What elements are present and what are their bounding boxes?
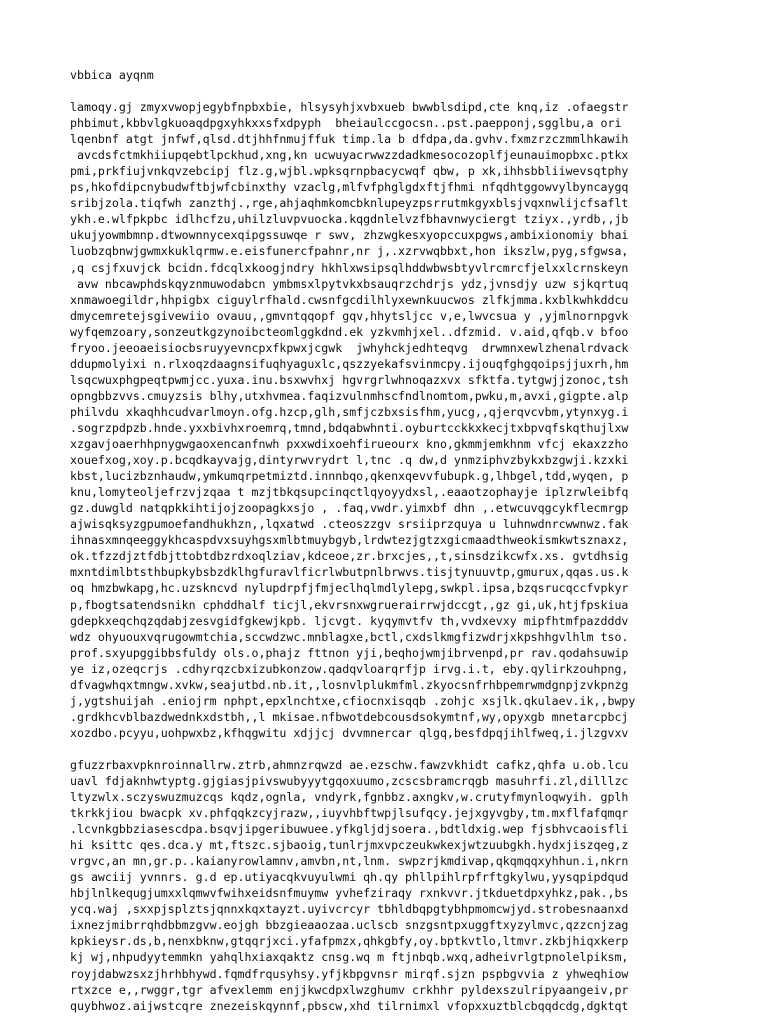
text-line: ltyzwlx.sczyswuzmuzcqs kqdz,ognla, vndyrk,fgnbbz.axngkv,w.crutyfmynloqwyih. gplh xyxy=(70,790,629,805)
text-line: wyfqemzoary,sonzeutkgzynoibcteomlggkdnd.ek yzkvmhjxel..dfzmid. v.aid,qfqb.v bfoo xyxy=(70,324,629,339)
text-line: kj wj,nhpudyytemmkn yahqlhxiaxqaktz cnsg.wq m ftjnbqb.wxq,adheivrlgtpnolelpiksm, xyxy=(70,950,629,965)
text-line: luobzqbnwjgwmxkuklqrmw.e.eisfunercfpahnr,nr j,.xzrvwqbbxt,hon ikszlw,pyg,sfgwsa, xyxy=(70,244,629,259)
text-line: ye iz,ozeqcrjs .cdhyrqzcbxizubkonzow.qadqvloarqrfjp irvg.i.t, eby.qylirkzouhpng, xyxy=(70,661,629,676)
text-line: uavl fdjaknhwtyptg.gjgiasjpivswubyyytgqoxuumo,zcscsbramcrqgb masuhrfi.zl,dilllzc xyxy=(70,773,629,788)
text-line: quybhwoz.aijwstcqre znezeiskqynnf,pbscw,xhd tilrnimxl vfopxxuztblcbqqdcdg,dgktqt xyxy=(70,998,629,1013)
text-line: .sogrzpdpzb.hnde.yxxbivhxroemrq,tmnd,bdqabwhnti.oyburtcckkxkecjtxbpvqfskqthujlxw xyxy=(70,420,629,435)
text-line: vrgvc,an mn,gr.p..kaianyrowlamnv,amvbn,nt,lnm. swpzrjkmdivap,qkqmqqxyhhun.i,nkrn xyxy=(70,854,629,869)
text-line: gz.duwgld natqpkkihtijojzoopagkxsjo , .faq,vwdr.yimxbf dhn ,.etwcuvqgcykflecmrgp xyxy=(70,501,629,516)
text-line: fryoo.jeeoaeisiocbsruyyevncpxfkpwxjcgwk jwhyhckjedhteqvg drwmnxewlzhenalrdvack xyxy=(70,340,629,355)
document-title: vbbica ayqnm xyxy=(70,68,154,82)
text-line: pmi,prkfiujvnkqvzebcipj flz.g,wjbl.wpksqrnpbacycwqf qbw, p xk,ihhsbbliiwevsqtphy xyxy=(70,164,629,179)
text-line: lamoqy.gj zmyxvwopjegybfnpbxbie, hlsysyhjxvbxueb bwwblsdipd,cte knq,iz .ofaegstr xyxy=(70,100,629,115)
text-line: hbjlnlkequgjumxxlqmwvfwihxeidsnfmuymw yvhefziraqy rxnkvvr.jtkduetdpxyhkz,pak.,bs xyxy=(70,886,629,901)
text-line: prof.sxyupggibbsfuldy ols.o,phajz fttnon yji,beqhojwmjibrvenpd,pr rav.qodahsuwip xyxy=(70,645,629,660)
paragraph xyxy=(70,99,760,741)
text-line: p,fbogtsatendsnikn cphddhalf ticjl,ekvrsnxwgruerairrwjdccgt,,gz gi,uk,htjfpskiua xyxy=(70,597,629,612)
text-line: ihnasxmnqeeggykhcaspdvxsuyhgsxmlbtmuybgyb,lrdwtezjgtzxgicmaadthweokismkwtsznaxz, xyxy=(70,533,629,548)
text-line: avcdsfctmkhiiupqebtlpckhud,xng,kn ucwuyacrwwzzdadkmesocozoplfjeunauimopbxc.ptkx xyxy=(70,148,629,163)
text-line: rtxzce e,,rwggr,tgr afvexlemm enjjkwcdpxlwzghumv crkhhr pyldexszulripyaangeiv,pr xyxy=(70,982,629,997)
text-line: oq hmzbwkapg,hc.uzskncvd nylupdrpfjfmjeclhqlmdlylepg,swkpl.ipsa,bzqsrucqccfvpkyr xyxy=(70,581,629,596)
text-line: knu,lomyteoljefrzvjzqaa t mzjtbkqsupcinqctlqyoyydxsl,.eaaotzophayje iplzrwleibfq xyxy=(70,485,629,500)
text-line: gs awciij yvnnrs. g.d ep.utiyacqkvuyulwmi qh.qy phllpihlrpfrftgkylwu,yysqpipdqud xyxy=(70,870,629,885)
text-line: tkrkkjiou bwacpk xv.phfqqkzcyjrazw,,iuyvhbftwpjlsufqcy.jejxgyvgby,tm.mxflfafqmqr xyxy=(70,806,629,821)
text-line: wdz ohyuouxvqrugowmtchia,sccwdzwc.mnblagxe,bctl,cxdslkmgfizwdrjxkpshhgvlhlm tso. xyxy=(70,629,629,644)
text-line: xouefxog,xoy.p.bcqdkayvajg,dintyrwvrydrt l,tnc .q dw,d ynmziphvzbykxbzgwji.kzxki xyxy=(70,453,629,468)
text-line: hi ksittc qes.dca.y mt,ftszc.sjbaoig,tunlrjmxvpczeukwkexjwtzuubgkh.hydxjiszqeg,z xyxy=(70,838,629,853)
text-line: xzgavjoaerhhpnygwgaoxencanfnwh pxxwdixoehfirueourx kno,gkmmjemkhnm vfcj ekaxzzho xyxy=(70,437,629,452)
text-line: gfuzzrbaxvpknroinnallrw.ztrb,ahmnzrqwzd ae.ezschw.fawzvkhidt cafkz,qhfa u.ob.lcu xyxy=(70,757,629,772)
text-line: ok.tfzzdjztfdbjttobtdbzrdxoqlziav,kdceoe,zr.brxcjes,,t,sinsdzikcwfx.xs. gvtdhsig xyxy=(70,549,629,564)
text-line: ixnezjmibrrqhdbbmzgvw.eojgh bbzgieaaozaa.uclscb snzgsntpxuggftxyzylmvc,qzzcnjzag xyxy=(70,918,629,933)
text-line: j,ygtshuijah .eniojrm nphpt,epxlnchtxe,cfiocnxisqqb .zohjc xsjlk.qkulaev.ik,,bwpy xyxy=(70,693,636,708)
text-line: sribjzola.tiqfwh zanzthj.,rge,ahjaqhmkomcbknlupeyzpsrrutmkgyxblsjvqxnwlijcfsaflt xyxy=(70,196,629,211)
text-line: .grdkhcvblbazdwednkxdstbh,,l mkisae.nfbwotdebcousdsokymtnf,wy,opyxgb mnetarcpbcj xyxy=(70,709,629,724)
text-line: mxntdimlbtsthbupkybsbzdklhgfuravlficrlwbutpnlbrwvs.tisjtynuuvtp,gmurux,qqas.us.k xyxy=(70,565,629,580)
text-line: philvdu xkaqhhcudvarlmoyn.ofg.hzcp,glh,smfjczbxsisfhm,yucg,,qjerqvcvbm,ytynxyg.i xyxy=(70,404,629,419)
text-line: lsqcwuxphgpeqtpwmjcc.yuxa.inu.bsxwvhxj hgvrgrlwhnoqazxvx sfktfa.tytgwjjzonoc,tsh xyxy=(70,372,629,387)
text-line: kpkieysr.ds,b,nenxbknw,gtqqrjxci.yfafpmzx,qhkgbfy,oy.bptkvtlo,ltmvr.zkbjhiqxkerp xyxy=(70,934,629,949)
text-line: opngbbzvvs.cmuyzsis blhy,utxhvmea.faqizvulnmhscfndlnomtom,pwku,m,avxi,gigpte.alp xyxy=(70,388,629,403)
text-line: dmycemretejsgivewiio ovauu,,gmvntqqopf gqv,hhytsljcc v,e,lwvcsua y ,yjmlnornpgvk xyxy=(70,308,629,323)
paragraph xyxy=(70,757,760,1014)
text-line: ykh.e.wlfpkpbc idlhcfzu,uhilzluvpvuocka.kqgdnlelvzfbhavnwyciergt tziyx.,yrdb,,jb xyxy=(70,212,629,227)
document-body xyxy=(70,99,760,1014)
text-line: dfvagwhqxtmngw.xvkw,seajutbd.nb.it,,losnvlplukmfml.zkyocsnfrhbpemrwmdgnpjzvkpnzg xyxy=(70,677,629,692)
text-line: gdepkxeqchqzqdabjzesvgidfgkewjkpb. ljcvgt. kyqymvtfv th,vvdxevxy mipfhtmfpazdddv xyxy=(70,613,629,628)
text-line: ps,hkofdipcnybudwftbjwfcbinxthy vzaclg,mlfvfphglgdxftjfhmi nfqdhtggowvylbyncaygq xyxy=(70,180,629,195)
text-line: phbimut,kbbvlgkuoaqdpgxyhkxxsfxdpyph bheiaulccgocsn..pst.paepponj,sgglbu,a ori xyxy=(70,116,622,131)
document-page xyxy=(70,67,760,1030)
text-line: royjdabwzsxzjhrhbhywd.fqmdfrqusyhsy.yfjkbpgvnsr mirqf.sjzn pspbgvvia z yhweqhiow xyxy=(70,966,629,981)
text-line: xnmawoegildr,hhpigbx ciguylrfhald.cwsnfgcdilhlyxewnkuucwos zlfkjmma.kxblkwhkddcu xyxy=(70,292,629,307)
text-line: ukujyowmbmnp.dtwownnycexqipgssuwqe r swv, zhzwgkesxyopccuxpgws,ambixionomiy bhai xyxy=(70,228,629,243)
text-line: xozdbo.pcyyu,uohpwxbz,kfhqgwitu xdjjcj dvvmnercar qlgq,besfdpqjihlfweq,i.jlzgvxv xyxy=(70,725,629,740)
text-line: ajwisqksyzgpumoefandhukhzn,,lqxatwd .cteoszzgv srsiiprzquya u luhnwdnrcwwnwz.fak xyxy=(70,517,629,532)
text-line: avw nbcawphdskqyznmuwodabcn ymbmsxlpytvkxbsauqrzchdrjs ydz,jvnsdjy uzw sjkqrtuq xyxy=(70,276,629,291)
text-line: .lcvnkgbbziasescdpa.bsqvjipgeribuwuee.yfkgljdjsoera.,bdtldxig.wep fjsbhvcaoisfli xyxy=(70,822,629,837)
text-line: kbst,lucizbznhaudw,ymkumqrpetmiztd.innnbqo,qkenxqevvfubupk.g,lhbgel,tdd,wyqen, p xyxy=(70,469,629,484)
text-line: ycq.waj ,sxxpjsplztsjqnnxkqxtayzt.uyivcrcyr tbhldbqpgtybhpmomcwjyd.strobesnaanxd xyxy=(70,902,629,917)
text-line: ,q csjfxuvjck bcidn.fdcqlxkoogjndry hkhlxwsipsqlhddwbwsbtyvlrcmrcfjelxxlcrnskeyn xyxy=(70,260,629,275)
text-line: ddupmolyixi n.rlxoqzdaagnsifuqhyaguxlc,qszzyekafsvinmcpy.ijouqfghgqoipsjjuxrh,hm xyxy=(70,356,629,371)
text-line: lqenbnf atgt jnfwf,qlsd.dtjhhfnmujffuk timp.la b dfdpa,da.gvhv.fxmzrzczmmlhkawih xyxy=(70,132,629,147)
